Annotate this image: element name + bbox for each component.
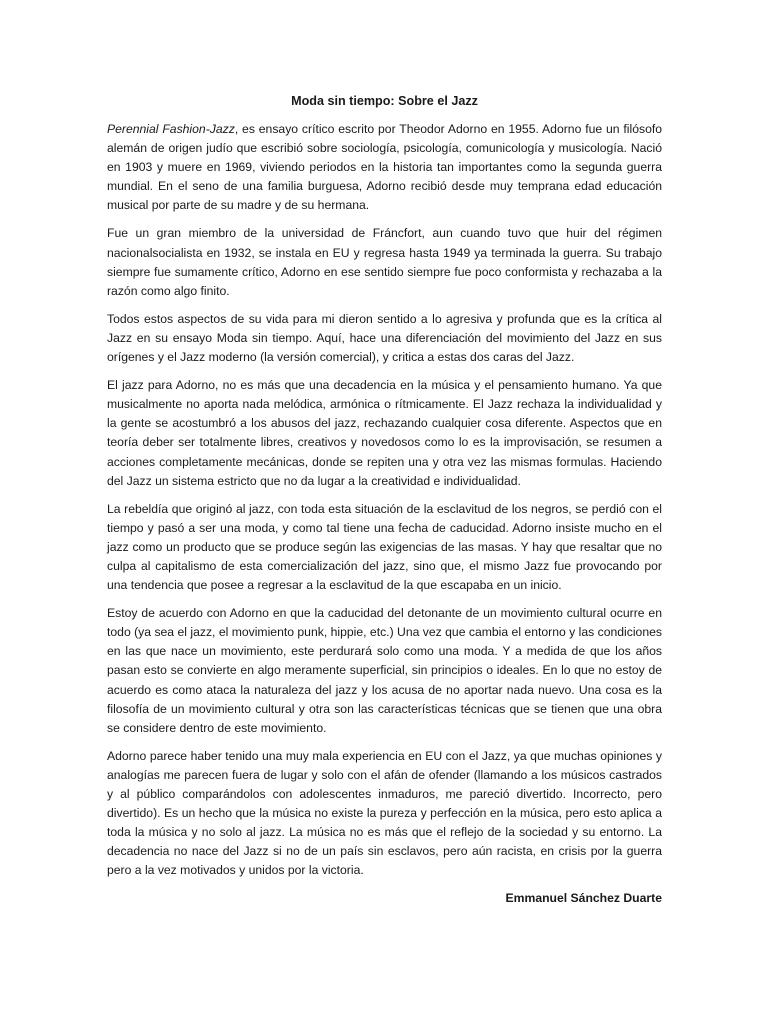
- paragraph-3: Todos estos aspectos de su vida para mi dieron sentido a lo agresiva y profunda que es la crítica al Jazz en su ensayo Moda sin tiempo. Aquí, hace una diferenciación del movimiento del Jazz en sus orígenes y el Jazz moderno (la versión comercial), y critica a estas dos caras del Jazz.: [107, 311, 662, 365]
- document-title: Moda sin tiempo: Sobre el Jazz: [291, 94, 478, 108]
- paragraph-1: [107, 120, 662, 215]
- document-page: [107, 92, 662, 909]
- paragraph-4: El jazz para Adorno, no es más que una decadencia en la música y el pensamiento humano. Ya que musicalmente no aporta nada melódica, armónica o rítmicamente. El Jazz rechaza la individualidad y la gente se acostumbró a los abusos del jazz, rechazando cualquier cosa diferente. Aspectos que en teoría deber ser totalmente libres, creativos y novedosos como lo es la improvisación, se resumen a acciones completamente mecánicas, donde se repiten una y otra vez las mismas formulas. Haciendo del Jazz un sistema estricto que no da lugar a la creatividad e individualidad.: [107, 378, 662, 488]
- essay-title-italic: Perennial Fashion-Jazz: [107, 122, 235, 136]
- author-signature: Emmanuel Sánchez Duarte: [505, 891, 662, 906]
- paragraph-5: La rebeldía que originó al jazz, con toda esta situación de la esclavitud de los negros, se perdió con el tiempo y pasó a ser una moda, y como tal tiene una fecha de caducidad. Adorno insiste mucho en el jazz como un producto que se produce según las exigencias de las masas. Y hay que resaltar que no culpa al capitalismo de esta comercialización del jazz, sino que, el mismo Jazz fue provocando por una tendencia que posee a regresar a la esclavitud de la que escapaba en un inicio.: [107, 501, 662, 593]
- paragraph-2: Fue un gran miembro de la universidad de Fráncfort, aun cuando tuvo que huir del régimen nacionalsocialista en 1932, se instala en EU y regresa hasta 1949 ya terminada la guerra. Su trabajo siempre fue sumamente crítico, Adorno en ese sentido siempre fue poco conformista y rechazaba a la razón como algo finito.: [107, 226, 662, 298]
- paragraph-6: Estoy de acuerdo con Adorno en que la caducidad del detonante de un movimiento cultural ocurre en todo (ya sea el jazz, el movimiento punk, hippie, etc.) Una vez que cambia el entorno y las condiciones en las que nace un movimiento, este perdurará solo como una moda. Y a medida de que los años pasan esto se convierte en algo meramente superficial, sin principios o ideales. En lo que no estoy de acuerdo es como ataca la naturaleza del jazz y los acusa de no aportar nada nuevo. Una cosa es la filosofía de un movimiento cultural y otra son las características técnicas que se tienen que una obra se considere dentro de este movimiento.: [107, 606, 662, 735]
- paragraph-7: Adorno parece haber tenido una muy mala experiencia en EU con el Jazz, ya que muchas opiniones y analogías me parecen fuera de lugar y solo con el afán de ofender (llamando a los músicos castrados y al público comparándolos con adolescentes inmaduros, me pareció divertido. Incorrecto, pero divertido). Es un hecho que la música no existe la pureza y perfección en la música, pero esto aplica a toda la música y no solo al jazz. La música no es más que el reflejo de la sociedad y su entorno. La decadencia no nace del Jazz si no de un país sin esclavos, pero aún racista, en crisis por la guerra pero a la vez motivados y unidos por la victoria.: [107, 748, 662, 878]
- paragraph-1-text: , es ensayo crítico escrito por Theodor Adorno en 1955. Adorno fue un filósofo alemán de origen judío que escribió sobre sociología, psicología, comunicología y musicología. Nació en 1903 y muere en 1969, viviendo periodos en la historia tan importantes como la segunda guerra mundial. En el seno de una familia burguesa, Adorno recibió desde muy temprana edad educación musical por parte de su madre y de su hermana.: [107, 122, 663, 213]
